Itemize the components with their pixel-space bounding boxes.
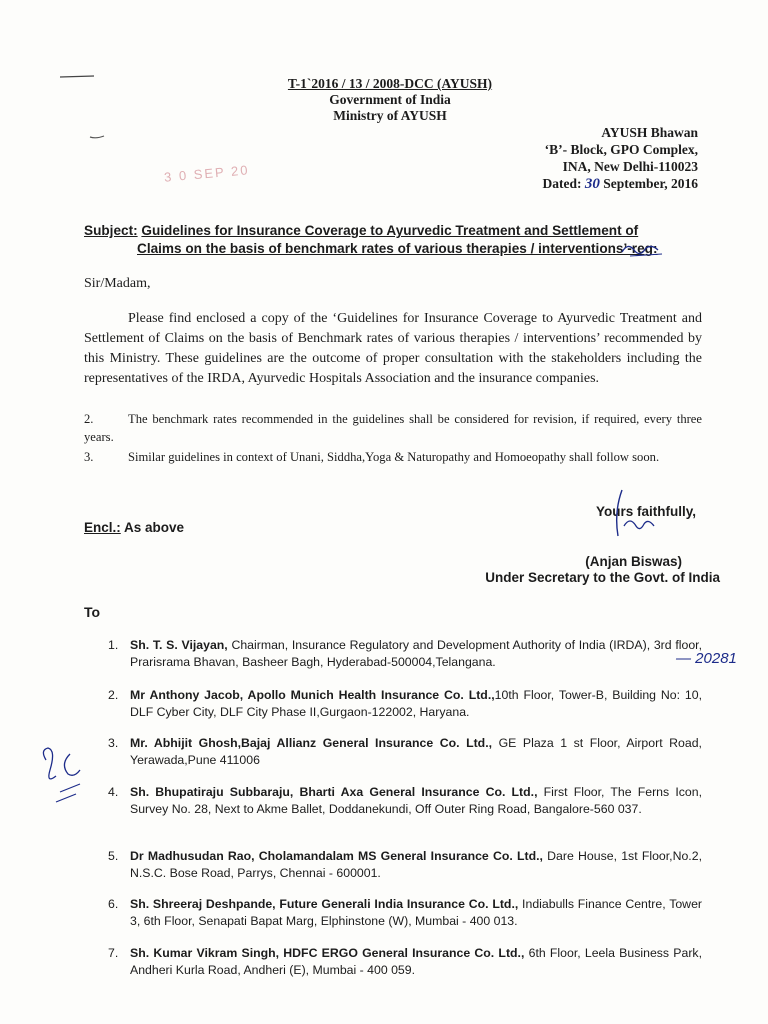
recipient-address: GE Plaza 1 st Floor, Airport Road, Yerawada,Pune 411006 (130, 736, 702, 767)
recipient-name: Sh. Bhupatiraju Subbaraju, Bharti Axa General Insurance Co. Ltd., (130, 785, 538, 799)
dated-label: Dated: (542, 176, 582, 191)
paragraph-2 (84, 410, 702, 446)
dated-value: September, 2016 (603, 176, 698, 191)
scan-mark-top (58, 72, 98, 82)
recipient-name: Sh. Shreeraj Deshpande, Future Generali India Insurance Co. Ltd., (130, 897, 519, 911)
enclosure-value: As above (124, 520, 185, 535)
list-item-number: 3. (108, 736, 119, 750)
recipient-address: First Floor, The Ferns Icon, Survey No. 28, Next to Akme Ballet, Doddanekundi, Off Outer Ring Road, Bangalore-560 037. (130, 785, 702, 816)
list-item (108, 735, 702, 769)
recipient-name: Mr Anthony Jacob, Apollo Munich Health Insurance Co. Ltd., (130, 688, 495, 702)
list-item (108, 896, 702, 930)
paragraph-3 (84, 448, 702, 466)
recipient-name: Sh. T. S. Vijayan, (130, 638, 228, 652)
to-label: To (84, 604, 101, 620)
file-reference-number: T-1`2016 / 13 / 2008-DCC (AYUSH) (287, 76, 493, 91)
address-block (470, 124, 698, 193)
paragraph-1: Please find enclosed a copy of the ‘Guidelines for Insurance Coverage to Ayurvedic Treatment and Settlement of Claims on the basis of Benchmark rates of various therapies / interventions’ recommended by this Ministry. These guidelines are the outcome of proper consultation with the stakeholders including the representatives of the IRDA, Ayurvedic Hospitals Association and the insurance companies. (84, 311, 702, 386)
list-item-number: 7. (108, 946, 119, 960)
initials-mark (618, 238, 668, 260)
list-item (108, 784, 702, 818)
address-line-3: INA, New Delhi-110023 (562, 159, 698, 174)
signature-mark (604, 486, 664, 546)
paragraph-3-number: 3. (84, 450, 94, 464)
letterhead (200, 76, 580, 124)
list-item (108, 637, 702, 671)
signatory-name: (Anjan Biswas) (585, 554, 682, 569)
handwritten-diary-number: — 20281 (676, 650, 737, 667)
list-item-number: 4. (108, 785, 119, 799)
margin-handwriting (36, 740, 96, 820)
subject-line-1: Guidelines for Insurance Coverage to Ayurvedic Treatment and Settlement of (141, 223, 639, 238)
date-line (470, 175, 698, 193)
enclosure-label: Encl.: (84, 520, 121, 535)
list-item (108, 945, 702, 979)
list-item-number: 5. (108, 849, 119, 863)
salutation: Sir/Madam, (84, 276, 151, 291)
list-item-number: 2. (108, 688, 119, 702)
address-line-1: AYUSH Bhawan (601, 125, 698, 140)
paragraph-2-text: The benchmark rates recommended in the guidelines shall be considered for revision, if required, every three years. (84, 412, 702, 444)
list-item (108, 687, 702, 721)
received-stamp: 3 0 SEP 20 (163, 162, 251, 185)
subject-label: Subject: (84, 223, 138, 238)
list-item-number: 1. (108, 638, 119, 652)
recipient-address: 10th Floor, Tower-B, Building No: 10, DLF Cyber City, DLF City Phase II,Gurgaon-122002, Haryana. (130, 688, 702, 719)
address-line-2: ‘B’- Block, GPO Complex, (544, 142, 698, 157)
recipient-address: 6th Floor, Leela Business Park, Andheri Kurla Road, Andheri (E), Mumbai - 400 059. (130, 946, 702, 977)
handwritten-day: 30 (584, 176, 600, 192)
paragraph-3-text: Similar guidelines in context of Unani, Siddha,Yoga & Naturopathy and Homoeopathy shall follow soon. (128, 450, 660, 464)
recipient-address: Indiabulls Finance Centre, Tower 3, 6th Floor, Senapati Bapat Marg, Elphinstone (W), Mumbai - 400 013. (130, 897, 702, 928)
recipient-address: Dare House, 1st Floor,No.2, N.S.C. Bose Road, Parrys, Chennai - 600001. (130, 849, 702, 880)
signatory-designation: Under Secretary to the Govt. of India (485, 570, 720, 585)
list-item (108, 848, 702, 882)
recipient-address: Chairman, Insurance Regulatory and Development Authority of India (IRDA), 3rd floor, Prarisrama Bhavan, Basheer Bagh, Hyderabad-500004,Telangana. (130, 638, 702, 669)
paragraph-2-number: 2. (84, 412, 94, 426)
government-line: Government of India (329, 92, 451, 107)
list-item-number: 6. (108, 897, 119, 911)
subject-line-2: Claims on the basis of benchmark rates of various therapies / interventions’-reg: (137, 241, 658, 256)
scan-mark-mid (88, 132, 108, 142)
subject-block (84, 222, 704, 258)
closing: Yours faithfully, (595, 504, 696, 519)
ministry-line: Ministry of AYUSH (333, 108, 447, 123)
recipient-name: Dr Madhusudan Rao, Cholamandalam MS General Insurance Co. Ltd., (130, 849, 543, 863)
enclosure (84, 520, 184, 535)
recipient-name: Sh. Kumar Vikram Singh, HDFC ERGO General Insurance Co. Ltd., (130, 946, 525, 960)
recipient-name: Mr. Abhijit Ghosh,Bajaj Allianz General Insurance Co. Ltd., (130, 736, 493, 750)
